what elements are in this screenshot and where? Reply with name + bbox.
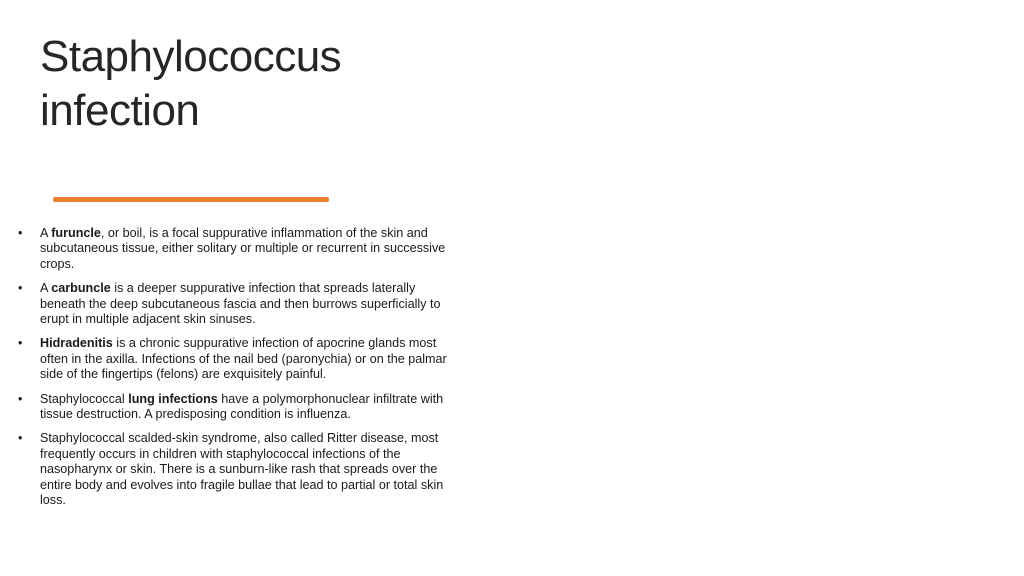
slide-title-line-1: Staphylococcus	[40, 32, 342, 81]
bullet-text-pre: Staphylococcal scalded-skin syndrome, also called Ritter disease, most frequently occurs in children with staphylococcal infections of the nasopharynx or skin. There is a sunburn-like rash that spreads over the entire body and evolves into fragile bullae that lead to partial or total skin loss.	[40, 431, 444, 508]
bullet-marker: •	[18, 391, 23, 406]
bullet-list	[18, 226, 458, 518]
bullet-item-lung-infections	[18, 392, 458, 423]
bullet-item-hidradenitis	[18, 336, 458, 382]
bullet-term: Hidradenitis	[40, 336, 113, 351]
bullet-text-pre: A	[40, 226, 52, 240]
bullet-marker: •	[18, 431, 23, 446]
bullet-term: carbuncle	[51, 281, 111, 296]
slide-title-line-2: infection	[40, 86, 200, 135]
bullet-marker: •	[18, 336, 23, 351]
bullet-item-scalded-skin	[18, 431, 458, 508]
bullet-text-post: , or boil, is a focal suppurative inflammation of the skin and subcutaneous tissue, either solitary or multiple or recurrent in successive crops.	[40, 226, 446, 271]
bullet-text-post: is a deeper suppurative infection that spreads laterally beneath the deep subcutaneous fascia and then burrows superficially to erupt in multiple adjacent skin sinuses.	[40, 281, 441, 327]
bullet-marker: •	[18, 281, 23, 296]
bullet-item-furuncle	[18, 226, 458, 272]
slide-title	[40, 30, 460, 138]
bullet-term: lung infections	[128, 391, 218, 406]
title-accent-bar	[53, 197, 329, 202]
bullet-text-post: have a polymorphonuclear infiltrate with tissue destruction. A predisposing condition is influenza.	[40, 391, 444, 422]
bullet-item-carbuncle	[18, 281, 458, 327]
bullet-text-post: is a chronic suppurative infection of apocrine glands most often in the axilla. Infections of the nail bed (paronychia) or on the palmar side of the fingertips (felons) are exquisitely painful.	[40, 336, 447, 382]
bullet-text-pre: Staphylococcal	[40, 391, 129, 406]
bullet-term: furuncle	[51, 226, 101, 240]
bullet-marker: •	[18, 226, 23, 240]
bullet-text-pre: A	[40, 281, 52, 296]
